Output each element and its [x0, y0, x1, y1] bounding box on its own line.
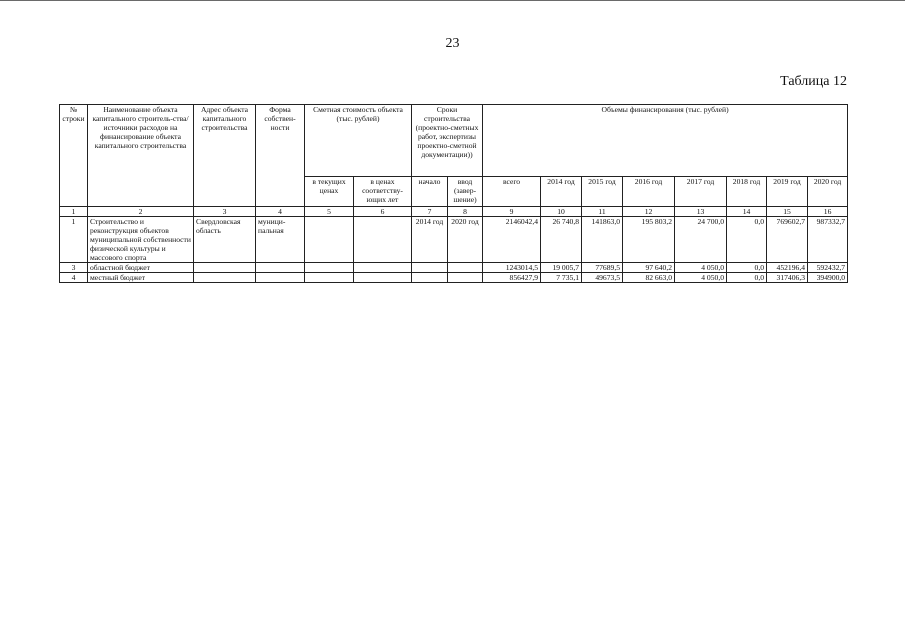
end-year: 2020 год [448, 217, 483, 263]
header-year-2017: 2017 год [675, 177, 727, 207]
column-number-row [60, 207, 848, 217]
header-financing-volumes: Объемы финансирования (тыс. рублей) [483, 105, 848, 177]
total-value: 1243014,5 [483, 263, 541, 273]
column-number: 7 [412, 207, 448, 217]
year-value: 19 005,7 [541, 263, 582, 273]
year-value: 4 050,0 [675, 263, 727, 273]
header-corresponding-prices: в ценах соответству-ющих лет [354, 177, 412, 207]
column-number: 13 [675, 207, 727, 217]
header-total: всего [483, 177, 541, 207]
header-current-prices: в текущих ценах [305, 177, 354, 207]
year-value: 0,0 [727, 273, 767, 283]
header-end: ввод (завер-шение) [448, 177, 483, 207]
column-number: 9 [483, 207, 541, 217]
year-value: 24 700,0 [675, 217, 727, 263]
header-year-2014: 2014 год [541, 177, 582, 207]
year-value: 97 640,2 [623, 263, 675, 273]
header-row-1 [60, 105, 848, 177]
column-number: 6 [354, 207, 412, 217]
column-number: 14 [727, 207, 767, 217]
funding-source: областной бюджет [88, 263, 194, 273]
header-year-2018: 2018 год [727, 177, 767, 207]
year-value: 317406,3 [767, 273, 808, 283]
cost-current [305, 217, 354, 263]
year-value: 141863,0 [582, 217, 623, 263]
column-number: 16 [808, 207, 848, 217]
year-value: 195 803,2 [623, 217, 675, 263]
start-year: 2014 год [412, 217, 448, 263]
financing-table [59, 104, 848, 283]
object-name: Строительство и реконструкция объектов муниципальной собственности физической культуры и массового спорта [88, 217, 194, 263]
year-value: 987332,7 [808, 217, 848, 263]
table-label: Таблица 12 [780, 74, 847, 89]
year-value: 77689,5 [582, 263, 623, 273]
row-number: 1 [60, 217, 88, 263]
column-number: 5 [305, 207, 354, 217]
year-value: 394900,0 [808, 273, 848, 283]
header-year-2016: 2016 год [623, 177, 675, 207]
scan-edge-line [0, 0, 905, 1]
row-number: 4 [60, 273, 88, 283]
header-address: Адрес объекта капитального строительства [194, 105, 256, 207]
year-value: 452196,4 [767, 263, 808, 273]
total-value: 2146042,4 [483, 217, 541, 263]
column-number: 8 [448, 207, 483, 217]
header-construction-terms: Сроки строительства (проектно-сметных работ, экспертизы проектно-сметной документации)) [412, 105, 483, 177]
funding-source: местный бюджет [88, 273, 194, 283]
header-object-name: Наименование объекта капитального строитель-ства/ источники расходов на финансирование объекта капитального строительства [88, 105, 194, 207]
header-start: начало [412, 177, 448, 207]
header-row-number: № строки [60, 105, 88, 207]
year-value: 4 050,0 [675, 273, 727, 283]
column-number: 11 [582, 207, 623, 217]
table-row [60, 273, 848, 283]
table-row [60, 263, 848, 273]
year-value: 82 663,0 [623, 273, 675, 283]
year-value: 49673,5 [582, 273, 623, 283]
column-number: 3 [194, 207, 256, 217]
header-ownership: Форма собствен-ности [256, 105, 305, 207]
page-number: 23 [445, 36, 460, 51]
year-value: 26 740,8 [541, 217, 582, 263]
column-number: 15 [767, 207, 808, 217]
column-number: 4 [256, 207, 305, 217]
header-year-2015: 2015 год [582, 177, 623, 207]
column-number: 2 [88, 207, 194, 217]
header-year-2019: 2019 год [767, 177, 808, 207]
ownership-form: муници-пальная [256, 217, 305, 263]
column-number: 1 [60, 207, 88, 217]
cost-corresponding [354, 217, 412, 263]
column-number: 12 [623, 207, 675, 217]
row-number: 3 [60, 263, 88, 273]
year-value: 7 735,1 [541, 273, 582, 283]
total-value: 856427,9 [483, 273, 541, 283]
year-value: 0,0 [727, 217, 767, 263]
year-value: 769602,7 [767, 217, 808, 263]
financing-table-wrapper [59, 104, 848, 283]
year-value: 592432,7 [808, 263, 848, 273]
table-row [60, 217, 848, 263]
header-estimated-cost: Сметная стоимость объекта (тыс. рублей) [305, 105, 412, 177]
column-number: 10 [541, 207, 582, 217]
object-address: Свердловская область [194, 217, 256, 263]
header-year-2020: 2020 год [808, 177, 848, 207]
year-value: 0,0 [727, 263, 767, 273]
